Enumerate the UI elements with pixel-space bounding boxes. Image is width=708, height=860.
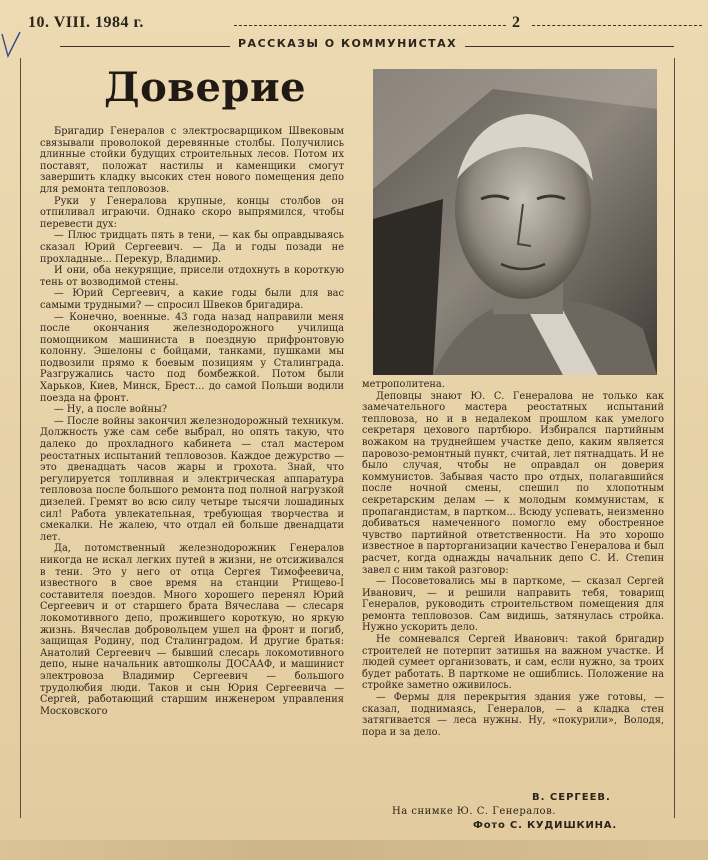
paragraph: — Конечно, военные. 43 года назад направили меня после окончания железнодорожного училища помощником машиниста в поездную прифронтовую колонну. Эшелоны с бойцами, танками, пушками мы подвозили прямо к боевым позициям у Сталинграда. Разгружались часто под бомбежкой. Потом были Харьков, Киев, Минск, Брест... до самой Польши водили поезда на фронт. bbox=[40, 311, 344, 404]
portrait-photo bbox=[373, 69, 657, 375]
paragraph: Да, потомственный железнодорожник Генералов никогда не искал легких путей в жизни, не отсиживался в тени. Это у него от отца Сергея Тимофеевича, известного в свое время на станции Ртищево-I составителя поездов. Много хорошего перенял Юрий Сергеевич и от старшего брата Вячеслава — слесаря локомотивного депо, прожившего короткую, но яркую жизнь. Вячеслав добровольцем ушел на фронт и погиб, защищая Родину, под Сталинградом. И другие братья: Анатолий Сергеевич — бывший слесарь локомотивного депо, ныне начальник автошколы ДОСААФ, и машинист электровоза Владимир Сергеевич — большого трудолюбия люди. Таков и сын Юрия Сергеевича — Сергей, работающий старшим инженером управления Московского bbox=[40, 543, 344, 717]
header-rule bbox=[234, 25, 506, 26]
paragraph: — Плюс тридцать пять в тени, — как бы оправдываясь сказал Юрий Сергеевич. — Да и годы позади не прохладные... Перекур, Владимир. bbox=[40, 230, 344, 265]
photo-caption: На снимке Ю. С. Генералов. bbox=[392, 806, 556, 817]
article-column-1 bbox=[40, 126, 344, 717]
paragraph: метрополитена. bbox=[362, 379, 445, 390]
paragraph: — После войны закончил железнодорожный техникум. Должность уже сам себе выбрал, но опять такую, что далеко до прохладного кабинета — стал мастером реостатных испытаний тепловозов. Каждое дежурство — это двенадцать часов жары и грохота. Знай, что регулируется топливная и электрическая аппаратура тепловоза после большого ремонта под полной нагрузкой дизелей. Гремят во всю силу четыре тысячи лошадиных сил! Работа увлекательная, требующая творчества и смекалки. Не жалею, что отдал ей больше двенадцати лет. bbox=[40, 415, 344, 543]
issue-date: 10. VIII. 1984 г. bbox=[28, 14, 144, 31]
page-edge bbox=[0, 840, 708, 860]
paragraph: Не сомневался Сергей Иванович: такой бригадир строителей не потерпит затишья на важном участке. И людей сумеет организовать, и сам, если нужно, за троих будет работать. В парткоме не ошиблись. Положение на стройке заметно оживилось. bbox=[362, 634, 664, 692]
paragraph: — Посоветовались мы в парткоме, — сказал Сергей Иванович, — и решили направить тебя, товарищ Генералов, руководить строительством помещения для ремонта тепловозов. Сам видишь, затянулась стройка. Нужно ускорить дело. bbox=[362, 576, 664, 634]
article-title: Доверие bbox=[104, 64, 307, 111]
header-rule bbox=[532, 25, 702, 26]
frame-rule-right bbox=[674, 58, 675, 818]
paragraph: Руки у Генералова крупные, концы столбов он отпиливал играючи. Однако скоро выпрямился, чтобы перевести дух: bbox=[40, 195, 344, 230]
page-number: 2 bbox=[512, 14, 520, 31]
paragraph: И они, оба некурящие, присели отдохнуть в короткую тень от возводимой стены. bbox=[40, 265, 344, 288]
paragraph: Бригадир Генералов с электросварщиком Швековым связывали проволокой деревянные столбы. Получились длинные стойки будущих строительных лесов. Потом их поставят, положат настилы и каменщики смогут завершить кладку высоких стен нового помещения депо для ремонта тепловозов. bbox=[40, 126, 344, 195]
paragraph: — Юрий Сергеевич, а какие годы были для вас самыми трудными? — спросил Швеков бригадира. bbox=[40, 288, 344, 311]
page-header bbox=[28, 14, 704, 36]
article-column-2 bbox=[362, 379, 664, 738]
paragraph: — Ну, а после войны? bbox=[54, 404, 167, 416]
paragraph: Деповцы знают Ю. С. Генералова не только как замечательного мастера реостатных испытаний тепловоза, но и в недалеком прошлом как умелого секретаря цехового партбюро. Избирался партийным вожаком на труднейшем участке депо, каким является паровозо-ремонтный пункт, считай, лет пятнадцать. И не было случая, чтобы не оправдал он доверия коммунистов. Забывая часто про отдых, полагавшийся после ночной смены, спешил по хлопотным секретарским делам — к молодым коммунистам, к пропагандистам, в партком... Всюду успевать, неизменно добиваться намеченного помогло ему обостренное чувство партийной ответственности. На это хорошо известное в парторганизации качество Генералова и был расчет, когда однажды начальник депо С. И. Степин завел с ним такой разговор: bbox=[362, 390, 664, 576]
rubric-label: РАССКАЗЫ О КОММУНИСТАХ bbox=[230, 37, 465, 50]
portrait-image bbox=[373, 69, 657, 375]
paragraph: — Фермы для перекрытия здания уже готовы, — сказал, поднимаясь, Генералов, — а кладка стен затягивается — леса нужны. Ну, «покурили», Володя, пора и за дело. bbox=[362, 692, 664, 738]
author-signature: В. СЕРГЕЕВ. bbox=[532, 792, 611, 803]
photo-credit: Фото С. КУДИШКИНА. bbox=[473, 820, 617, 831]
frame-rule-left bbox=[20, 58, 21, 818]
